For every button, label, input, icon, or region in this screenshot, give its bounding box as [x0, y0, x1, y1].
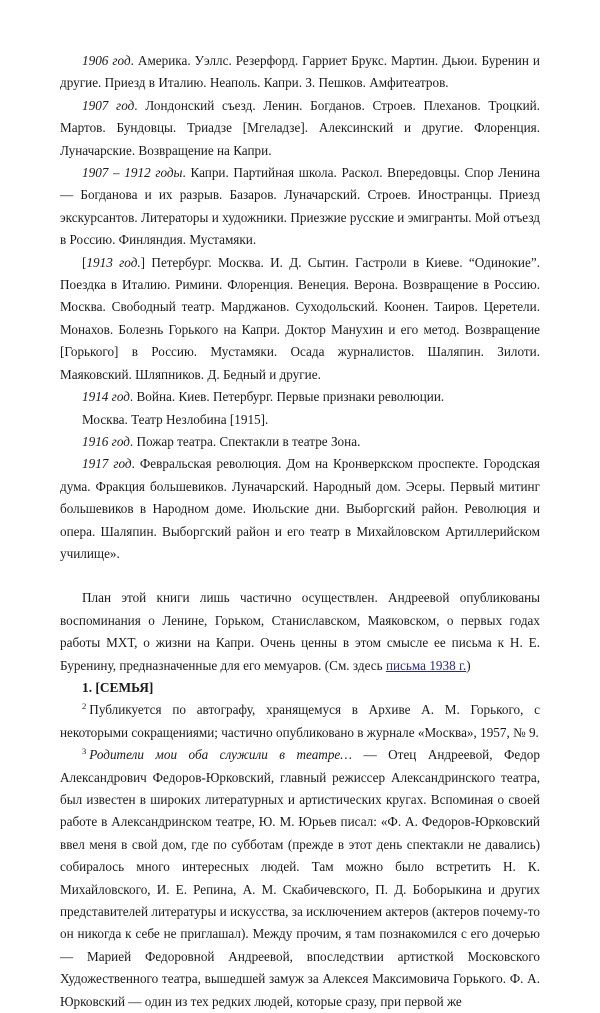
year-label: 1916 год	[82, 433, 130, 449]
year-label: 1907 год	[82, 97, 135, 113]
year-label-suffix: .	[129, 433, 134, 449]
footnote-2-text: Публикуется по автографу, хранящемуся в Архиве А. М. Горького, с некоторыми сокращениями; частично опубликовано в журнале «Москва», 1957, № 9.	[60, 702, 540, 740]
chronology-entry-1916	[60, 431, 540, 453]
footnote-3-text: — Отец Андреевой, Федор Александрович Федоров-Юрковский, главный режиссер Александринского театра, был известен в широких литературных и артистических кругах. Вспоминая о своей работе в Александринском театре, Ю. М. Юрьев писал: «Ф. А. Федоров-Юрковский ввел меня в свой дом, где по субботам (прежде в этот день спектакли не давались) собиралось много интересных людей. Там можно было встретить Н. К. Михайловского, И. Е. Репина, А. М. Скабичевского, П. Д. Боборыкина и других представителей литературы и искусства, за исключением актеров (актеров почему-то он никогда к себе не приглашал). Между прочим, я там познакомился с его дочерью — Марией Федоровной Андреевой, впоследствии артисткой Московского Художественного театра, вышедшей замуж за Алексея Максимовича Горького. Ф. А. Юрковский — один из тех редких людей, которые сразу, при первой же	[60, 747, 540, 1009]
entry-text: Февральская революция. Дом на Кронверкском проспекте. Городская дума. Фракция большевиков. Луначарский. Народный дом. Эсеры. Первый митинг большевиков в Народном доме. Июльские дни. Выборгский район. Революция и опера. Шаляпин. Выборгский район и его театр в Михайловском Артиллерийском училище».	[60, 456, 540, 561]
year-label: 1913 год.	[86, 254, 141, 270]
plan-text-before-link: План этой книги лишь частично осуществлен. Андреевой опубликованы воспоминания о Ленине, Горьком, Станиславском, Маяковском, о первых годах работы МХТ, о жизни на Капри. Очень ценны в этом смысле ее письма к Н. Е. Буренину, предназначенные для его мемуаров. (См. здесь	[60, 590, 540, 673]
chronology-entry-1914	[60, 386, 540, 408]
text-column	[60, 50, 540, 1013]
year-label: 1917 год	[82, 456, 132, 472]
chronology-entry-1907	[60, 95, 540, 162]
year-label-suffix: .	[134, 97, 138, 113]
year-label-suffix: .	[182, 165, 186, 181]
footnote-2	[60, 699, 540, 744]
entry-text: Война. Киев. Петербург. Первые признаки революции.	[133, 389, 445, 405]
entry-text: Лондонский съезд. Ленин. Богданов. Строев. Плеханов. Троцкий. Мартов. Бундовцы. Триадзе [Мгеладзе]. Алексинский и другие. Флоренция. Луначарские. Возвращение на Капри.	[60, 97, 540, 158]
entry-text: Капри. Партийная школа. Раскол. Впередовцы. Спор Ленина — Богданова и их разрыв. Базаров. Луначарский. Строев. Иностранцы. Приезд экскурсантов. Литераторы и художники. Приезжие русские и эмигранты. Мой отъезд в Россию. Финляндия. Мустамяки.	[60, 165, 540, 248]
year-label-suffix: .	[131, 456, 135, 472]
year-label-suffix: .	[129, 389, 134, 405]
entry-text: Пожар театра. Спектакли в театре Зона.	[133, 433, 361, 449]
letters-1938-link[interactable]: письма 1938 г.	[385, 657, 467, 673]
bracket-close: ]	[140, 254, 146, 270]
chronology-entry-moscow-nezlobin	[60, 409, 540, 431]
footnote-3	[60, 744, 540, 1013]
footnote-3-italic-lead: Родители мои оба служили в театре…	[89, 747, 352, 763]
entry-text: Петербург. Москва. И. Д. Сытин. Гастроли в Киеве. “Одинокие”. Поездка в Италию. Римини. Флоренция. Венеция. Верона. Возвращение в Россию. Москва. Свободный театр. Марджанов. Суходольский. Коонен. Таиров. Церетели. Монахов. Болезнь Горького на Капри. Доктор Манухин и его метод. Возвращение [Горького] в Россию. Мустамяки. Осада журналистов. Шаляпин. Зилоти. Маяковский. Шляпников. Д. Бедный и другие.	[60, 254, 540, 382]
bracket-open: [	[82, 254, 87, 270]
footnote-marker-2: 2	[82, 700, 87, 711]
entry-text: Москва. Театр Незлобина [1915].	[82, 411, 269, 427]
chronology-entry-1906	[60, 50, 540, 95]
chronology-entry-1913	[60, 252, 540, 386]
year-label: 1906 год	[82, 53, 131, 68]
plan-text-after-link: )	[466, 657, 471, 673]
footnote-marker-3: 3	[82, 745, 87, 756]
paragraph-spacer	[60, 565, 540, 587]
entry-text: Америка. Уэллс. Резерфорд. Гарриет Брукс. Мартин. Дьюи. Буренин и другие. Приезд в Италию. Неаполь. Капри. З. Пешков. Амфитеатров.	[60, 53, 540, 91]
plan-paragraph	[60, 587, 540, 677]
year-label-suffix: .	[130, 53, 134, 68]
year-label: 1907 – 1912 годы	[82, 165, 183, 181]
year-label: 1914 год	[82, 389, 130, 405]
chronology-entry-1917	[60, 453, 540, 565]
section-heading-semya: 1. [СЕМЬЯ]	[82, 679, 154, 695]
chronology-entry-1907-1912	[60, 162, 540, 252]
